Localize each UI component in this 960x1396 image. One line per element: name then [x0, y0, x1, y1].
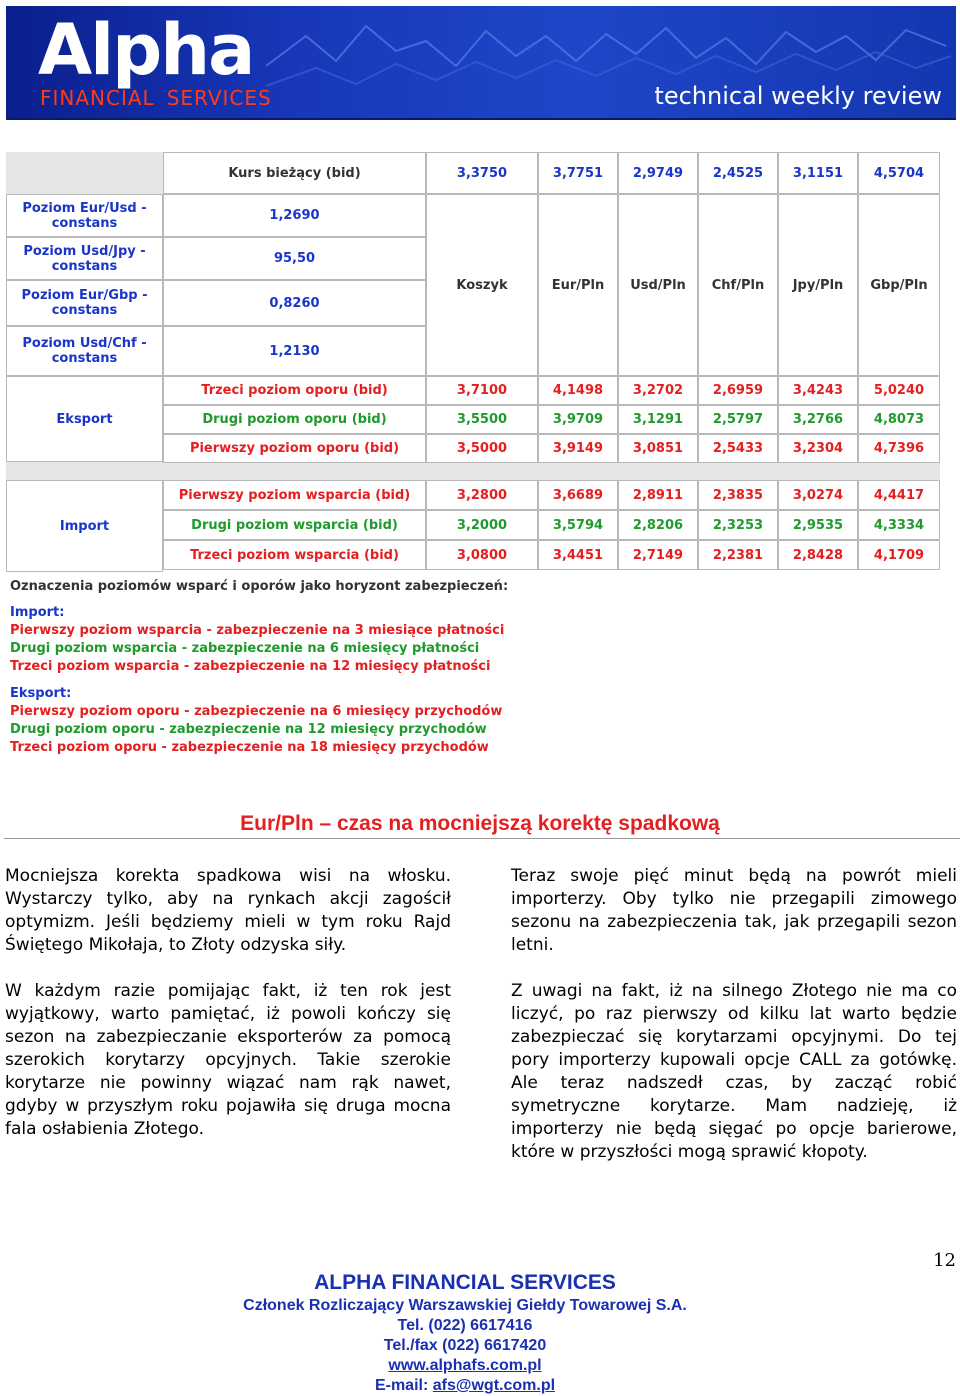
footer-website-link[interactable]: www.alphafs.com.pl — [388, 1357, 542, 1374]
rate-chfpln: 2,4525 — [698, 152, 778, 194]
rate-jpypln: 3,1151 — [778, 152, 858, 194]
levels-table — [6, 152, 940, 572]
import-value-cell: 4,1709 — [858, 540, 940, 570]
import-value-cell: 2,7149 — [618, 540, 698, 570]
logo: Alpha — [38, 9, 254, 91]
footer-company: ALPHA FINANCIAL SERVICES — [314, 1271, 616, 1294]
import-value-cell: 2,3253 — [698, 510, 778, 540]
logo-sub-financial: FINANCIAL — [40, 86, 155, 110]
import-value-cell: 4,4417 — [858, 480, 940, 510]
import-value-cell: 4,3334 — [858, 510, 940, 540]
legend-export-heading: Eksport: — [10, 686, 72, 701]
footer-member: Członek Rozliczający Warszawskiej Giełdy Towarowej S.A. — [243, 1297, 687, 1314]
import-value-cell: 3,0274 — [778, 480, 858, 510]
constant-value: 1,2690 — [163, 194, 426, 237]
article-paragraph: Mocniejsza korekta spadkowa wisi na włosku. Wystarczy tylko, aby na rynkach akcji zagościł optymizm. Jeśli będziemy mieli w tym roku Rajd Świętego Mikołaja, to Złoty odzyska siły. — [5, 866, 451, 955]
import-label: Import — [6, 480, 163, 572]
export-value-cell: 4,7396 — [858, 434, 940, 463]
rate-gbppln: 4,5704 — [858, 152, 940, 194]
export-value-cell: 2,6959 — [698, 376, 778, 405]
export-value-cell: 3,4243 — [778, 376, 858, 405]
export-value-cell: 3,2766 — [778, 405, 858, 434]
constant-label: Poziom Usd/Chf - constans — [6, 326, 163, 376]
header-banner — [6, 6, 956, 120]
import-value-cell: 3,2800 — [426, 480, 538, 510]
table-corner — [6, 152, 163, 194]
footer-email-label: E-mail: — [374, 1377, 433, 1394]
import-row-label: Trzeci poziom wsparcia (bid) — [163, 540, 426, 570]
import-value-cell: 2,8206 — [618, 510, 698, 540]
export-value-cell: 5,0240 — [858, 376, 940, 405]
import-value-cell: 2,9535 — [778, 510, 858, 540]
legend-title: Oznaczenia poziomów wsparć i oporów jako horyzont zabezpieczeń: — [10, 579, 509, 594]
rate-koszyk: 3,3750 — [426, 152, 538, 194]
headline-divider — [4, 838, 960, 839]
page-number: 12 — [933, 1250, 956, 1271]
export-value-cell: 3,1291 — [618, 405, 698, 434]
export-label: Eksport — [6, 376, 163, 462]
table-separator — [6, 462, 940, 480]
export-value-cell: 3,0851 — [618, 434, 698, 463]
rate-eurpln: 3,7751 — [538, 152, 618, 194]
import-value-cell: 3,2000 — [426, 510, 538, 540]
article-headline: Eur/Pln – czas na mocniejszą korektę spadkową — [240, 812, 720, 835]
article-paragraph: W każdym razie pomijając fakt, iż ten rok jest wyjątkowy, warto pamiętać, iż powoli kończy się sezon na zabezpieczanie eksporterów za pomocą szerokich korytarzy opcyjnych. Takie szerokie korytarze nie powinny wiązać nam rąk nawet, gdyby w przyszłym roku pojawiła się druga mocna fala osłabienia Złotego. — [5, 981, 451, 1139]
logo-sub-services: SERVICES — [166, 86, 272, 110]
constant-value: 95,50 — [163, 237, 426, 280]
rate-label: Kurs bieżący (bid) — [163, 152, 426, 194]
legend-export-line: Drugi poziom oporu - zabezpieczenie na 12 miesięcy przychodów — [10, 722, 487, 737]
import-value-cell: 3,0800 — [426, 540, 538, 570]
export-value-cell: 3,5500 — [426, 405, 538, 434]
import-row-label: Drugi poziom wsparcia (bid) — [163, 510, 426, 540]
export-value-cell: 3,9149 — [538, 434, 618, 463]
col-usdpln: Usd/Pln — [618, 194, 698, 376]
export-value-cell: 3,7100 — [426, 376, 538, 405]
article-right-column — [511, 865, 957, 1187]
import-value-cell: 2,8911 — [618, 480, 698, 510]
export-value-cell: 4,8073 — [858, 405, 940, 434]
col-jpypln: Jpy/Pln — [778, 194, 858, 376]
import-value-cell: 3,6689 — [538, 480, 618, 510]
import-value-cell: 2,2381 — [698, 540, 778, 570]
import-value-cell: 3,5794 — [538, 510, 618, 540]
import-value-cell: 2,3835 — [698, 480, 778, 510]
logo-subtitle — [40, 86, 272, 110]
export-value-cell: 3,9709 — [538, 405, 618, 434]
export-row-label: Trzeci poziom oporu (bid) — [163, 376, 426, 405]
legend-import-line: Trzeci poziom wsparcia - zabezpieczenie na 12 miesięcy płatności — [10, 659, 491, 674]
footer-fax: Tel./fax (022) 6617420 — [383, 1337, 547, 1354]
constant-label: Poziom Eur/Gbp - constans — [6, 280, 163, 326]
col-chfpln: Chf/Pln — [698, 194, 778, 376]
col-koszyk: Koszyk — [426, 194, 538, 376]
import-value-cell: 2,8428 — [778, 540, 858, 570]
constant-value: 1,2130 — [163, 326, 426, 376]
export-value-cell: 2,5433 — [698, 434, 778, 463]
rate-usdpln: 2,9749 — [618, 152, 698, 194]
export-value-cell: 3,2702 — [618, 376, 698, 405]
footer — [0, 1270, 930, 1396]
export-value-cell: 2,5797 — [698, 405, 778, 434]
export-row-label: Drugi poziom oporu (bid) — [163, 405, 426, 434]
legend-export-line: Pierwszy poziom oporu - zabezpieczenie na 6 miesięcy przychodów — [10, 704, 503, 719]
article-left-column — [5, 865, 451, 1164]
banner-tagline: technical weekly review — [654, 82, 942, 110]
footer-tel: Tel. (022) 6617416 — [397, 1317, 533, 1334]
export-value-cell: 3,5000 — [426, 434, 538, 463]
legend-export-line: Trzeci poziom oporu - zabezpieczenie na 18 miesięcy przychodów — [10, 740, 489, 755]
constant-label: Poziom Usd/Jpy - constans — [6, 237, 163, 280]
export-row-label: Pierwszy poziom oporu (bid) — [163, 434, 426, 463]
export-value-cell: 4,1498 — [538, 376, 618, 405]
constant-label: Poziom Eur/Usd - constans — [6, 194, 163, 237]
col-gbppln: Gbp/Pln — [858, 194, 940, 376]
constant-value: 0,8260 — [163, 280, 426, 326]
legend-import-line: Drugi poziom wsparcia - zabezpieczenie na 6 miesięcy płatności — [10, 641, 480, 656]
article-paragraph: Teraz swoje pięć minut będą na powrót mieli importerzy. Oby tylko nie przegapili zimowego sezonu na zabezpieczenia tak, jak przegapili sezon letni. — [511, 866, 957, 955]
legend-import-line: Pierwszy poziom wsparcia - zabezpieczenie na 3 miesiące płatności — [10, 623, 505, 638]
import-value-cell: 3,4451 — [538, 540, 618, 570]
export-value-cell: 3,2304 — [778, 434, 858, 463]
legend-import-heading: Import: — [10, 605, 65, 620]
col-eurpln: Eur/Pln — [538, 194, 618, 376]
article-paragraph: Z uwagi na fakt, iż na silnego Złotego nie ma co liczyć, po raz pierwszy od kilku lat warto będzie zabezpieczać się korytarzami opcyjnymi. Do tej pory importerzy kupowali opcje CALL za gotówkę. Ale teraz nadszedł czas, by zacząć robić symetryczne korytarze. Mam nadzieję, iż importerzy nie będą sięgać po opcje barierowe, które w przyszłości mogą sprawić kłopoty. — [511, 981, 957, 1162]
import-row-label: Pierwszy poziom wsparcia (bid) — [163, 480, 426, 510]
footer-email-link[interactable]: afs@wgt.com.pl — [432, 1377, 556, 1394]
